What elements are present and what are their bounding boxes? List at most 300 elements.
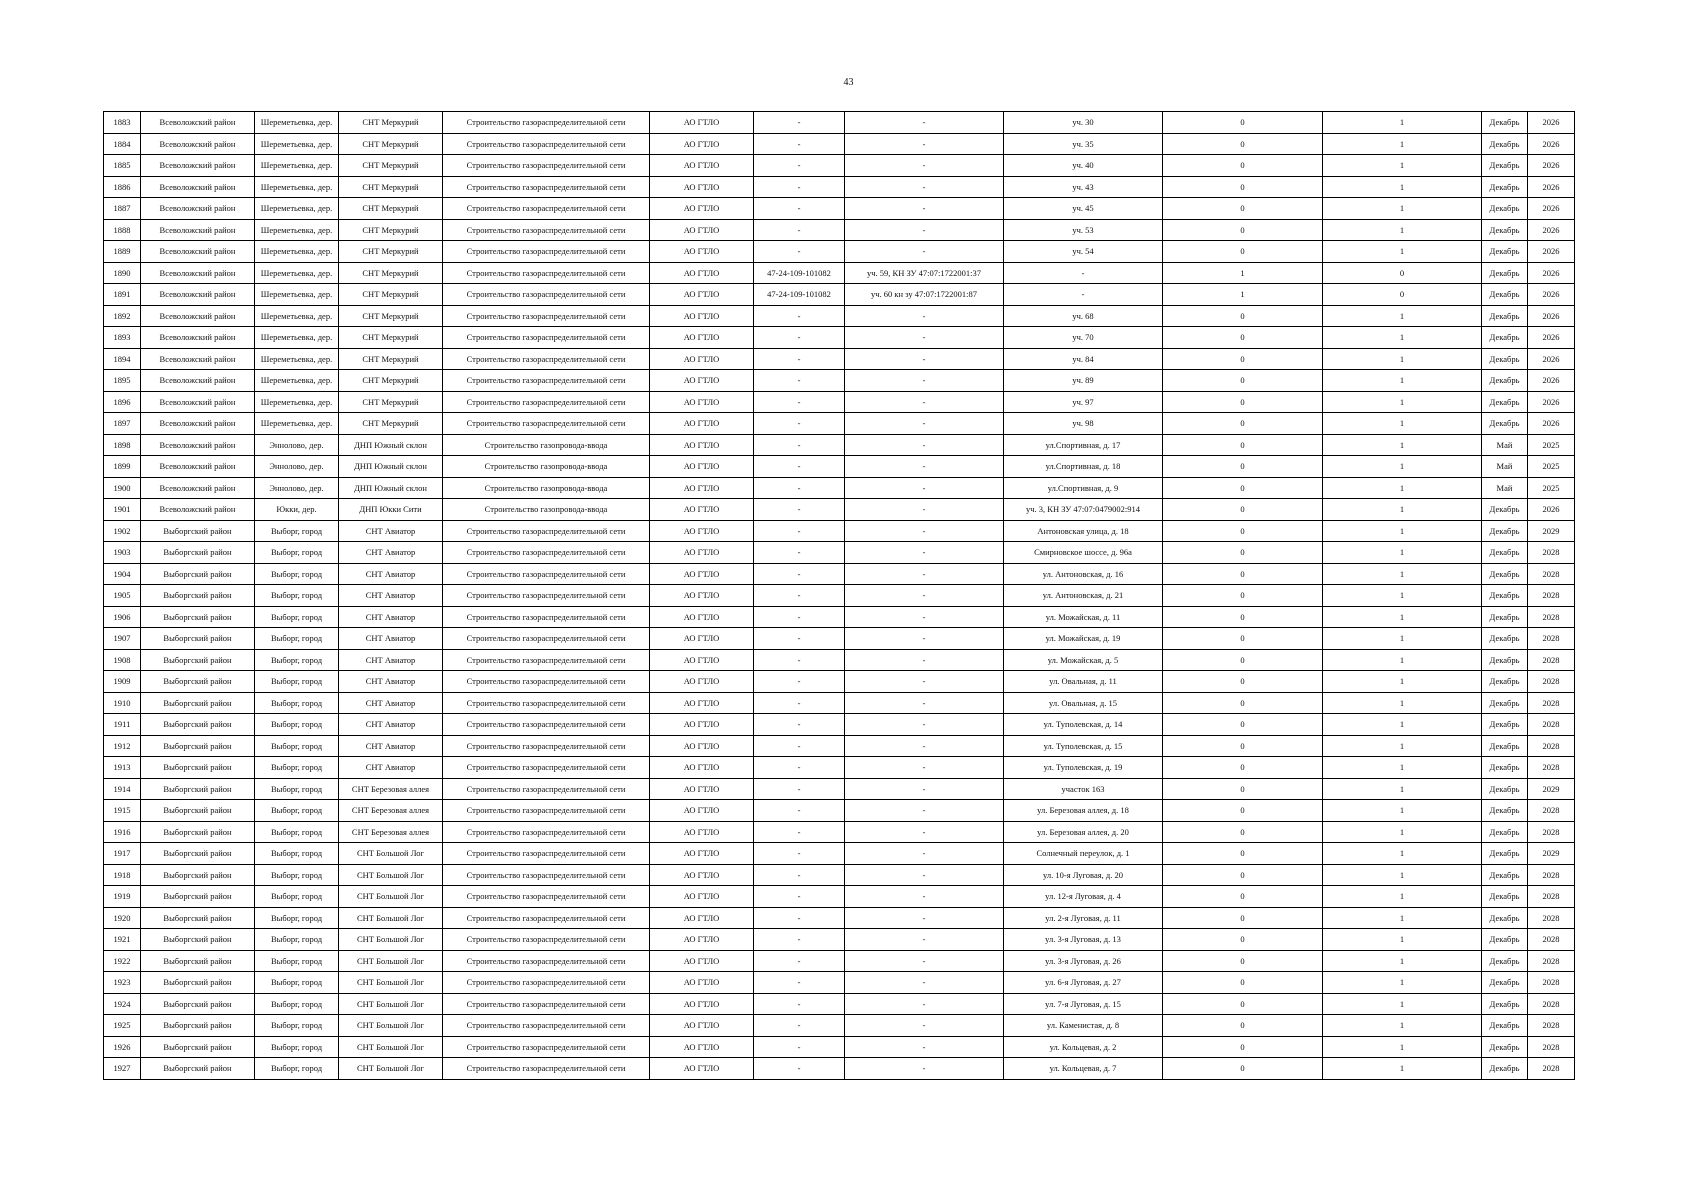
cell-count-b: 1 — [1323, 499, 1482, 521]
cell-request-number: - — [754, 327, 845, 349]
cell-count-b: 1 — [1323, 434, 1482, 456]
cell-work-type: Строительство газораспределительной сети — [443, 864, 650, 886]
cell-request-number: - — [754, 585, 845, 607]
cell-count-a: 0 — [1163, 950, 1323, 972]
cell-month: Декабрь — [1482, 284, 1528, 306]
cell-month: Декабрь — [1482, 542, 1528, 564]
cell-month: Декабрь — [1482, 499, 1528, 521]
cell-count-a: 0 — [1163, 1015, 1323, 1037]
cell-organization: СНТ Большой Лог — [339, 950, 443, 972]
cell-settlement: Шереметьевка, дер. — [255, 284, 339, 306]
cell-organization: СНТ Большой Лог — [339, 1058, 443, 1080]
table-row — [104, 327, 1575, 349]
cell-count-a: 0 — [1163, 370, 1323, 392]
cell-request-number: - — [754, 993, 845, 1015]
table-row — [104, 542, 1575, 564]
cell-count-b: 1 — [1323, 800, 1482, 822]
cell-row-number: 1903 — [104, 542, 141, 564]
cell-settlement: Шереметьевка, дер. — [255, 370, 339, 392]
cell-address: Смирновское шоссе, д. 96а — [1004, 542, 1163, 564]
cell-organization: ДНП Южный склон — [339, 434, 443, 456]
cell-month: Декабрь — [1482, 821, 1528, 843]
cell-address: ул. Туполевская, д. 19 — [1004, 757, 1163, 779]
cell-executor: АО ГТЛО — [650, 241, 754, 263]
cell-count-a: 0 — [1163, 864, 1323, 886]
cell-organization: СНТ Березовая аллея — [339, 821, 443, 843]
cell-address: уч. 53 — [1004, 219, 1163, 241]
cell-plot-cadastral: - — [845, 735, 1004, 757]
table-row — [104, 585, 1575, 607]
cell-month: Декабрь — [1482, 133, 1528, 155]
cell-work-type: Строительство газораспределительной сети — [443, 327, 650, 349]
cell-district: Выборгский район — [141, 972, 255, 994]
cell-settlement: Выборг, город — [255, 563, 339, 585]
cell-executor: АО ГТЛО — [650, 972, 754, 994]
cell-count-b: 1 — [1323, 972, 1482, 994]
table-row — [104, 757, 1575, 779]
cell-work-type: Строительство газораспределительной сети — [443, 907, 650, 929]
cell-month: Декабрь — [1482, 628, 1528, 650]
cell-row-number: 1905 — [104, 585, 141, 607]
cell-request-number: 47-24-109-101082 — [754, 262, 845, 284]
cell-address: ул.Спортивная, д. 17 — [1004, 434, 1163, 456]
cell-organization: СНТ Большой Лог — [339, 929, 443, 951]
cell-count-a: 0 — [1163, 735, 1323, 757]
page-number: 43 — [843, 77, 854, 88]
cell-settlement: Выборг, город — [255, 864, 339, 886]
cell-row-number: 1911 — [104, 714, 141, 736]
cell-address: ул. 2-я Луговая, д. 11 — [1004, 907, 1163, 929]
cell-address: уч. 43 — [1004, 176, 1163, 198]
cell-executor: АО ГТЛО — [650, 886, 754, 908]
cell-count-b: 1 — [1323, 757, 1482, 779]
cell-count-b: 1 — [1323, 649, 1482, 671]
cell-settlement: Шереметьевка, дер. — [255, 262, 339, 284]
cell-count-b: 1 — [1323, 628, 1482, 650]
cell-month: Май — [1482, 434, 1528, 456]
cell-district: Выборгский район — [141, 520, 255, 542]
cell-month: Декабрь — [1482, 950, 1528, 972]
cell-count-a: 0 — [1163, 843, 1323, 865]
cell-plot-cadastral: - — [845, 563, 1004, 585]
cell-request-number: - — [754, 972, 845, 994]
cell-count-b: 1 — [1323, 520, 1482, 542]
cell-year: 2029 — [1528, 520, 1575, 542]
cell-district: Всеволожский район — [141, 434, 255, 456]
cell-plot-cadastral: - — [845, 606, 1004, 628]
cell-work-type: Строительство газораспределительной сети — [443, 155, 650, 177]
cell-address: уч. 45 — [1004, 198, 1163, 220]
cell-month: Декабрь — [1482, 735, 1528, 757]
cell-row-number: 1914 — [104, 778, 141, 800]
cell-address: ул. Березовая аллея, д. 20 — [1004, 821, 1163, 843]
table-row — [104, 477, 1575, 499]
table-row — [104, 413, 1575, 435]
cell-count-a: 0 — [1163, 606, 1323, 628]
cell-district: Выборгский район — [141, 735, 255, 757]
cell-settlement: Выборг, город — [255, 800, 339, 822]
cell-plot-cadastral: - — [845, 929, 1004, 951]
cell-month: Декабрь — [1482, 1015, 1528, 1037]
cell-district: Выборгский район — [141, 1015, 255, 1037]
cell-work-type: Строительство газораспределительной сети — [443, 993, 650, 1015]
table-row — [104, 800, 1575, 822]
cell-district: Всеволожский район — [141, 413, 255, 435]
cell-organization: СНТ Авиатор — [339, 714, 443, 736]
cell-year: 2028 — [1528, 735, 1575, 757]
cell-count-a: 0 — [1163, 778, 1323, 800]
cell-address: уч. 54 — [1004, 241, 1163, 263]
cell-executor: АО ГТЛО — [650, 305, 754, 327]
cell-request-number: - — [754, 305, 845, 327]
cell-month: Декабрь — [1482, 370, 1528, 392]
cell-row-number: 1910 — [104, 692, 141, 714]
table-row — [104, 692, 1575, 714]
cell-address: Антоновская улица, д. 18 — [1004, 520, 1163, 542]
cell-count-b: 1 — [1323, 929, 1482, 951]
cell-count-a: 0 — [1163, 520, 1323, 542]
cell-organization: СНТ Большой Лог — [339, 907, 443, 929]
cell-year: 2028 — [1528, 993, 1575, 1015]
cell-request-number: - — [754, 219, 845, 241]
cell-executor: АО ГТЛО — [650, 778, 754, 800]
cell-work-type: Строительство газопровода-ввода — [443, 477, 650, 499]
cell-month: Декабрь — [1482, 219, 1528, 241]
cell-address: ул. Каменистая, д. 8 — [1004, 1015, 1163, 1037]
cell-district: Выборгский район — [141, 800, 255, 822]
cell-district: Всеволожский район — [141, 477, 255, 499]
cell-request-number: - — [754, 348, 845, 370]
cell-executor: АО ГТЛО — [650, 413, 754, 435]
table-row — [104, 348, 1575, 370]
cell-settlement: Выборг, город — [255, 778, 339, 800]
cell-work-type: Строительство газораспределительной сети — [443, 133, 650, 155]
cell-organization: СНТ Большой Лог — [339, 993, 443, 1015]
cell-district: Выборгский район — [141, 1036, 255, 1058]
cell-executor: АО ГТЛО — [650, 929, 754, 951]
cell-organization: СНТ Меркурий — [339, 262, 443, 284]
cell-organization: ДНП Юкки Сити — [339, 499, 443, 521]
cell-plot-cadastral: - — [845, 305, 1004, 327]
cell-count-b: 1 — [1323, 864, 1482, 886]
cell-row-number: 1887 — [104, 198, 141, 220]
cell-plot-cadastral: - — [845, 112, 1004, 134]
cell-organization: СНТ Авиатор — [339, 628, 443, 650]
cell-settlement: Шереметьевка, дер. — [255, 155, 339, 177]
cell-year: 2025 — [1528, 434, 1575, 456]
cell-address: ул. 7-я Луговая, д. 15 — [1004, 993, 1163, 1015]
cell-district: Выборгский район — [141, 757, 255, 779]
cell-settlement: Выборг, город — [255, 649, 339, 671]
cell-request-number: - — [754, 778, 845, 800]
cell-year: 2026 — [1528, 262, 1575, 284]
cell-count-b: 1 — [1323, 456, 1482, 478]
cell-district: Всеволожский район — [141, 219, 255, 241]
cell-executor: АО ГТЛО — [650, 219, 754, 241]
cell-month: Декабрь — [1482, 391, 1528, 413]
cell-work-type: Строительство газораспределительной сети — [443, 950, 650, 972]
cell-organization: СНТ Березовая аллея — [339, 800, 443, 822]
cell-month: Декабрь — [1482, 585, 1528, 607]
cell-year: 2028 — [1528, 585, 1575, 607]
cell-plot-cadastral: - — [845, 671, 1004, 693]
cell-row-number: 1921 — [104, 929, 141, 951]
cell-row-number: 1897 — [104, 413, 141, 435]
cell-address: ул. 12-я Луговая, д. 4 — [1004, 886, 1163, 908]
cell-settlement: Шереметьевка, дер. — [255, 133, 339, 155]
cell-count-a: 0 — [1163, 219, 1323, 241]
cell-request-number: - — [754, 864, 845, 886]
cell-settlement: Выборг, город — [255, 993, 339, 1015]
cell-district: Выборгский район — [141, 864, 255, 886]
cell-count-a: 0 — [1163, 434, 1323, 456]
cell-address: ул. Овальная, д. 11 — [1004, 671, 1163, 693]
cell-address: уч. 3, КН ЗУ 47:07:0479002:914 — [1004, 499, 1163, 521]
cell-month: Декабрь — [1482, 327, 1528, 349]
cell-settlement: Эннолово, дер. — [255, 434, 339, 456]
table-row — [104, 735, 1575, 757]
cell-row-number: 1889 — [104, 241, 141, 263]
cell-district: Всеволожский район — [141, 133, 255, 155]
cell-month: Май — [1482, 477, 1528, 499]
cell-count-a: 0 — [1163, 198, 1323, 220]
cell-district: Всеволожский район — [141, 391, 255, 413]
cell-work-type: Строительство газораспределительной сети — [443, 1015, 650, 1037]
cell-settlement: Выборг, город — [255, 929, 339, 951]
cell-executor: АО ГТЛО — [650, 198, 754, 220]
table-row — [104, 262, 1575, 284]
table-row — [104, 714, 1575, 736]
cell-plot-cadastral: - — [845, 327, 1004, 349]
cell-work-type: Строительство газораспределительной сети — [443, 972, 650, 994]
cell-address: ул. 3-я Луговая, д. 26 — [1004, 950, 1163, 972]
cell-executor: АО ГТЛО — [650, 1058, 754, 1080]
cell-executor: АО ГТЛО — [650, 606, 754, 628]
cell-work-type: Строительство газораспределительной сети — [443, 413, 650, 435]
cell-count-a: 0 — [1163, 821, 1323, 843]
cell-plot-cadastral: - — [845, 477, 1004, 499]
cell-district: Всеволожский район — [141, 327, 255, 349]
cell-executor: АО ГТЛО — [650, 800, 754, 822]
cell-executor: АО ГТЛО — [650, 757, 754, 779]
cell-executor: АО ГТЛО — [650, 714, 754, 736]
cell-organization: СНТ Большой Лог — [339, 972, 443, 994]
cell-month: Декабрь — [1482, 1058, 1528, 1080]
cell-count-a: 0 — [1163, 886, 1323, 908]
cell-row-number: 1900 — [104, 477, 141, 499]
cell-year: 2028 — [1528, 542, 1575, 564]
cell-request-number: - — [754, 929, 845, 951]
cell-request-number: - — [754, 176, 845, 198]
cell-organization: СНТ Меркурий — [339, 112, 443, 134]
cell-address: ул. 3-я Луговая, д. 13 — [1004, 929, 1163, 951]
cell-count-b: 1 — [1323, 821, 1482, 843]
cell-work-type: Строительство газораспределительной сети — [443, 821, 650, 843]
cell-count-b: 1 — [1323, 1015, 1482, 1037]
cell-address: ул. 6-я Луговая, д. 27 — [1004, 972, 1163, 994]
cell-month: Декабрь — [1482, 348, 1528, 370]
cell-year: 2028 — [1528, 1015, 1575, 1037]
cell-row-number: 1904 — [104, 563, 141, 585]
cell-executor: АО ГТЛО — [650, 176, 754, 198]
table-row — [104, 671, 1575, 693]
cell-count-b: 1 — [1323, 1036, 1482, 1058]
cell-organization: СНТ Меркурий — [339, 413, 443, 435]
cell-count-b: 1 — [1323, 219, 1482, 241]
cell-district: Выборгский район — [141, 563, 255, 585]
cell-settlement: Шереметьевка, дер. — [255, 241, 339, 263]
cell-district: Всеволожский район — [141, 370, 255, 392]
cell-work-type: Строительство газораспределительной сети — [443, 370, 650, 392]
cell-count-b: 1 — [1323, 241, 1482, 263]
cell-organization: СНТ Меркурий — [339, 155, 443, 177]
cell-row-number: 1919 — [104, 886, 141, 908]
cell-address: уч. 70 — [1004, 327, 1163, 349]
cell-count-a: 0 — [1163, 757, 1323, 779]
cell-district: Всеволожский район — [141, 112, 255, 134]
cell-count-b: 1 — [1323, 477, 1482, 499]
cell-organization: СНТ Авиатор — [339, 735, 443, 757]
cell-count-a: 0 — [1163, 542, 1323, 564]
cell-month: Декабрь — [1482, 176, 1528, 198]
cell-work-type: Строительство газораспределительной сети — [443, 520, 650, 542]
cell-year: 2028 — [1528, 649, 1575, 671]
cell-year: 2026 — [1528, 284, 1575, 306]
cell-executor: АО ГТЛО — [650, 563, 754, 585]
cell-request-number: - — [754, 821, 845, 843]
cell-address: уч. 40 — [1004, 155, 1163, 177]
cell-plot-cadastral: уч. 59, КН ЗУ 47:07:1722001:37 — [845, 262, 1004, 284]
cell-work-type: Строительство газораспределительной сети — [443, 843, 650, 865]
cell-address: уч. 97 — [1004, 391, 1163, 413]
cell-count-b: 1 — [1323, 133, 1482, 155]
cell-executor: АО ГТЛО — [650, 155, 754, 177]
cell-plot-cadastral: - — [845, 219, 1004, 241]
cell-count-a: 0 — [1163, 413, 1323, 435]
cell-work-type: Строительство газораспределительной сети — [443, 198, 650, 220]
cell-settlement: Выборг, город — [255, 1058, 339, 1080]
cell-year: 2028 — [1528, 757, 1575, 779]
cell-month: Декабрь — [1482, 606, 1528, 628]
cell-request-number: - — [754, 628, 845, 650]
cell-count-b: 1 — [1323, 585, 1482, 607]
cell-work-type: Строительство газораспределительной сети — [443, 241, 650, 263]
cell-request-number: - — [754, 714, 845, 736]
cell-month: Декабрь — [1482, 778, 1528, 800]
cell-year: 2025 — [1528, 477, 1575, 499]
cell-district: Выборгский район — [141, 778, 255, 800]
cell-work-type: Строительство газораспределительной сети — [443, 606, 650, 628]
cell-month: Май — [1482, 456, 1528, 478]
cell-request-number: - — [754, 434, 845, 456]
cell-count-b: 1 — [1323, 993, 1482, 1015]
cell-count-b: 1 — [1323, 606, 1482, 628]
cell-executor: АО ГТЛО — [650, 628, 754, 650]
cell-year: 2029 — [1528, 843, 1575, 865]
cell-count-a: 0 — [1163, 993, 1323, 1015]
cell-address: уч. 89 — [1004, 370, 1163, 392]
cell-request-number: - — [754, 800, 845, 822]
cell-year: 2026 — [1528, 155, 1575, 177]
cell-row-number: 1898 — [104, 434, 141, 456]
cell-organization: СНТ Авиатор — [339, 671, 443, 693]
cell-request-number: - — [754, 133, 845, 155]
cell-count-a: 0 — [1163, 241, 1323, 263]
cell-month: Декабрь — [1482, 671, 1528, 693]
cell-address: уч. 68 — [1004, 305, 1163, 327]
cell-year: 2028 — [1528, 907, 1575, 929]
cell-plot-cadastral: - — [845, 176, 1004, 198]
cell-executor: АО ГТЛО — [650, 993, 754, 1015]
table-row — [104, 198, 1575, 220]
cell-row-number: 1896 — [104, 391, 141, 413]
cell-executor: АО ГТЛО — [650, 843, 754, 865]
cell-plot-cadastral: - — [845, 370, 1004, 392]
cell-settlement: Выборг, город — [255, 972, 339, 994]
cell-count-b: 1 — [1323, 843, 1482, 865]
cell-month: Декабрь — [1482, 692, 1528, 714]
cell-organization: СНТ Авиатор — [339, 542, 443, 564]
cell-organization: СНТ Большой Лог — [339, 886, 443, 908]
cell-organization: СНТ Меркурий — [339, 348, 443, 370]
cell-executor: АО ГТЛО — [650, 348, 754, 370]
cell-executor: АО ГТЛО — [650, 649, 754, 671]
cell-year: 2026 — [1528, 391, 1575, 413]
cell-work-type: Строительство газораспределительной сети — [443, 391, 650, 413]
cell-district: Всеволожский район — [141, 456, 255, 478]
cell-row-number: 1890 — [104, 262, 141, 284]
cell-district: Всеволожский район — [141, 348, 255, 370]
cell-year: 2028 — [1528, 671, 1575, 693]
cell-organization: СНТ Меркурий — [339, 219, 443, 241]
cell-plot-cadastral: - — [845, 585, 1004, 607]
cell-plot-cadastral: - — [845, 520, 1004, 542]
cell-row-number: 1922 — [104, 950, 141, 972]
cell-district: Выборгский район — [141, 649, 255, 671]
cell-plot-cadastral: - — [845, 993, 1004, 1015]
cell-settlement: Шереметьевка, дер. — [255, 198, 339, 220]
cell-address: участок 163 — [1004, 778, 1163, 800]
cell-request-number: - — [754, 1015, 845, 1037]
cell-district: Всеволожский район — [141, 262, 255, 284]
cell-executor: АО ГТЛО — [650, 434, 754, 456]
cell-count-b: 1 — [1323, 348, 1482, 370]
cell-plot-cadastral: - — [845, 628, 1004, 650]
table-row — [104, 434, 1575, 456]
cell-work-type: Строительство газораспределительной сети — [443, 219, 650, 241]
cell-month: Декабрь — [1482, 993, 1528, 1015]
cell-request-number: - — [754, 520, 845, 542]
cell-district: Выборгский район — [141, 606, 255, 628]
cell-plot-cadastral: - — [845, 778, 1004, 800]
cell-executor: АО ГТЛО — [650, 735, 754, 757]
cell-count-a: 0 — [1163, 1058, 1323, 1080]
cell-row-number: 1884 — [104, 133, 141, 155]
cell-month: Декабрь — [1482, 843, 1528, 865]
cell-count-a: 0 — [1163, 671, 1323, 693]
cell-settlement: Выборг, город — [255, 714, 339, 736]
cell-district: Всеволожский район — [141, 305, 255, 327]
cell-year: 2028 — [1528, 972, 1575, 994]
cell-settlement: Шереметьевка, дер. — [255, 219, 339, 241]
cell-count-a: 0 — [1163, 585, 1323, 607]
cell-work-type: Строительство газораспределительной сети — [443, 778, 650, 800]
table-row — [104, 993, 1575, 1015]
cell-work-type: Строительство газораспределительной сети — [443, 714, 650, 736]
cell-month: Декабрь — [1482, 262, 1528, 284]
cell-request-number: - — [754, 542, 845, 564]
cell-row-number: 1917 — [104, 843, 141, 865]
